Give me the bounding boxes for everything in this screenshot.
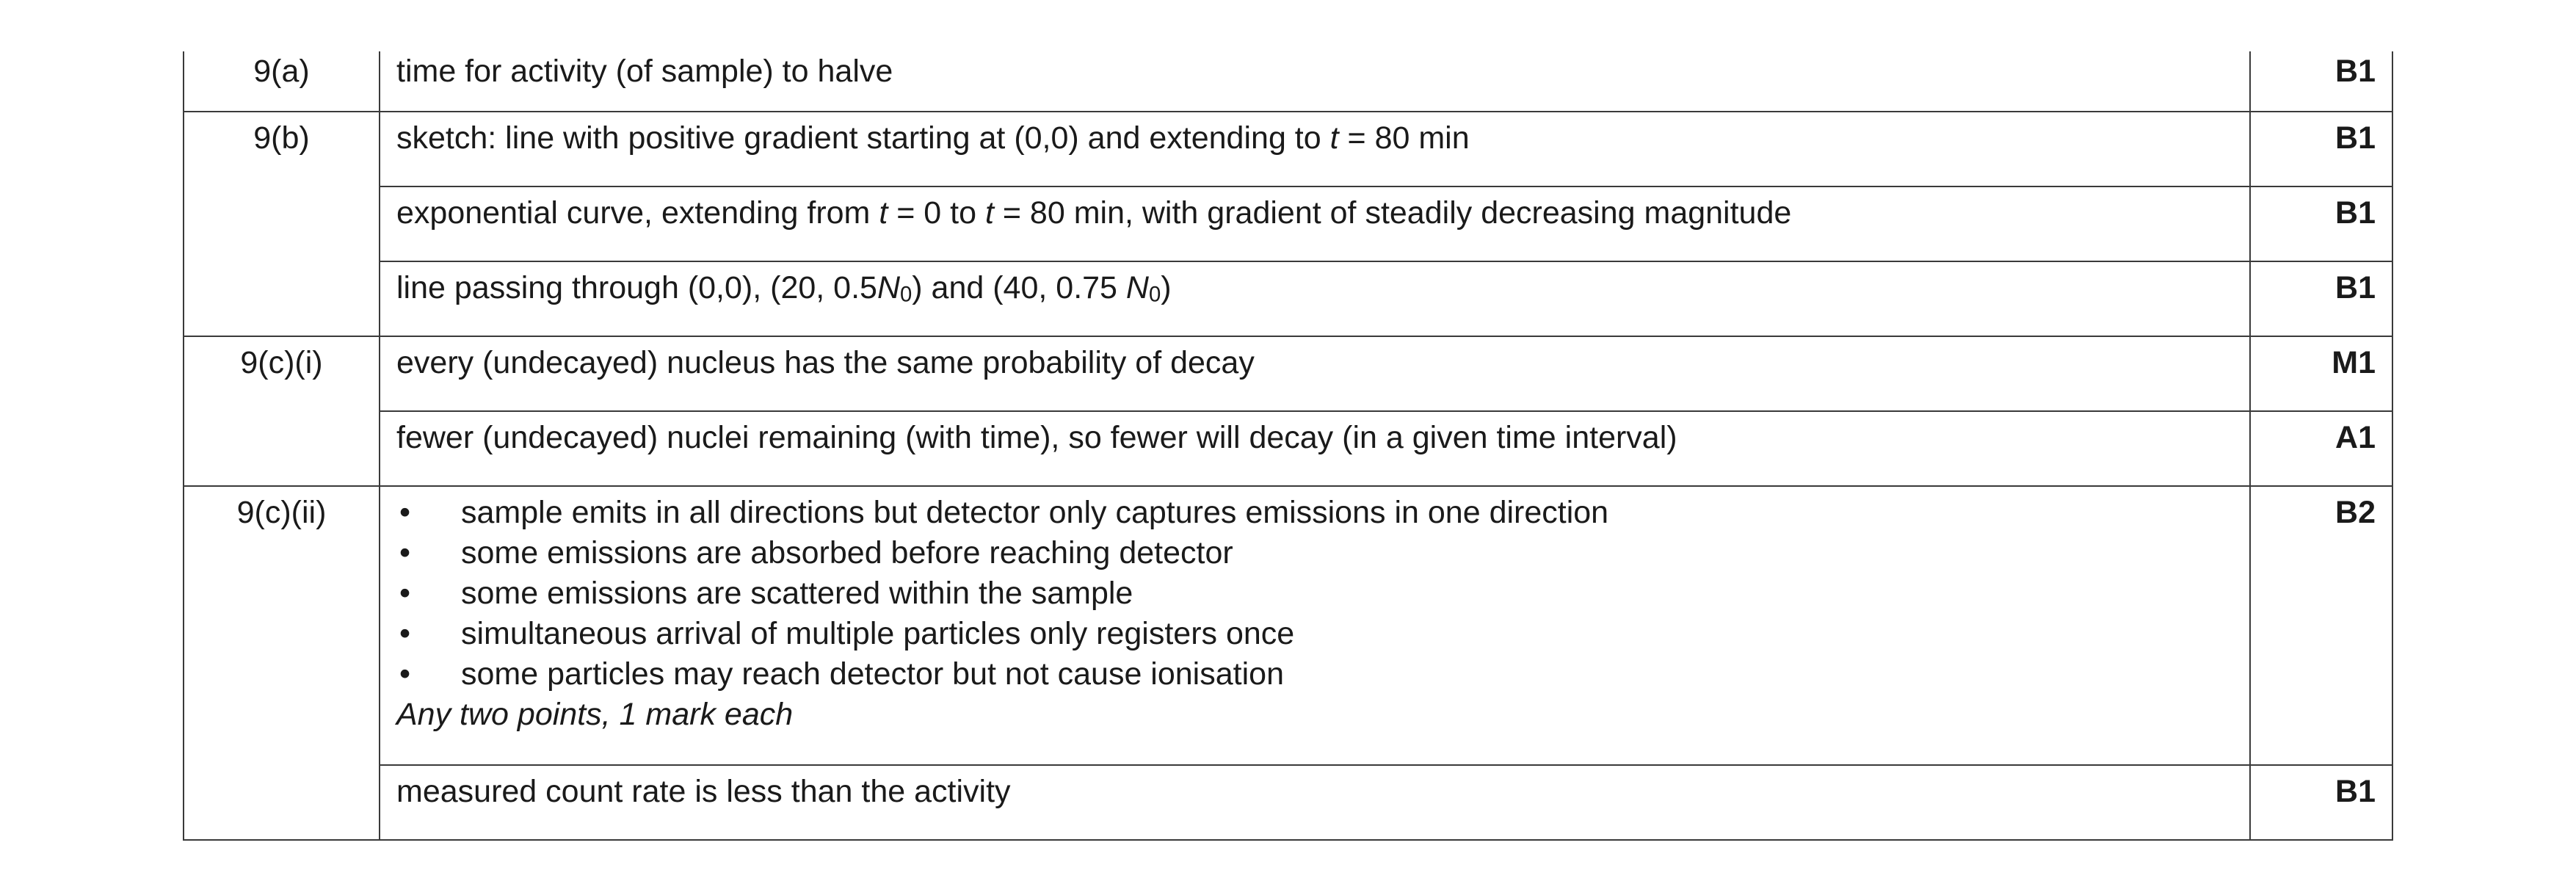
- list-item: • some particles may reach detector but not cause ionisation: [396, 654, 2235, 695]
- answer-text: time for activity (of sample) to halve: [380, 51, 2250, 112]
- mark-code: B1: [2250, 51, 2392, 112]
- bullet-icon: •: [399, 616, 411, 651]
- answer-text: line passing through (0,0), (20, $0.5N_0$) and (40, 0.75 $N_0$): [380, 261, 2250, 336]
- question-number: 9(c)(i): [184, 336, 380, 486]
- question-number: 9(a): [184, 51, 380, 112]
- bullet-icon: •: [399, 535, 411, 570]
- answer-text: sketch: line with positive gradient starting at (0,0) and extending to t = 80 min: [380, 112, 2250, 186]
- table-row: [184, 336, 2392, 411]
- answer-text: fewer (undecayed) nuclei remaining (with time), so fewer will decay (in a given time interval): [380, 411, 2250, 486]
- mark-scheme-table: [183, 51, 2393, 841]
- table-row: [184, 112, 2392, 186]
- bullet-icon: •: [399, 576, 411, 611]
- marking-note: Any two points, 1 mark each: [396, 697, 794, 732]
- question-number: 9(c)(ii): [184, 486, 380, 840]
- mark-code: B1: [2250, 261, 2392, 336]
- table-row: [184, 51, 2392, 112]
- mark-code: B2: [2250, 486, 2392, 765]
- bullet-icon: •: [399, 656, 411, 692]
- question-number: 9(b): [184, 112, 380, 336]
- table-row: [184, 765, 2392, 840]
- table-row: [184, 186, 2392, 261]
- mark-code: B1: [2250, 765, 2392, 840]
- bullet-list: [396, 493, 2235, 695]
- answer-text: every (undecayed) nucleus has the same probability of decay: [380, 336, 2250, 411]
- table-row: [184, 261, 2392, 336]
- mark-code: A1: [2250, 411, 2392, 486]
- mark-code: M1: [2250, 336, 2392, 411]
- mark-code: B1: [2250, 112, 2392, 186]
- answer-text: exponential curve, extending from t = 0 to t = 80 min, with gradient of steadily decreasing magnitude: [380, 186, 2250, 261]
- list-item: • simultaneous arrival of multiple particles only registers once: [396, 614, 2235, 654]
- list-item: • sample emits in all directions but detector only captures emissions in one direction: [396, 493, 2235, 533]
- table-row: [184, 411, 2392, 486]
- mark-code: B1: [2250, 186, 2392, 261]
- list-item: • some emissions are absorbed before reaching detector: [396, 533, 2235, 573]
- answer-text: [380, 486, 2250, 765]
- answer-text: measured count rate is less than the activity: [380, 765, 2250, 840]
- list-item: • some emissions are scattered within the sample: [396, 573, 2235, 614]
- table-row: [184, 486, 2392, 765]
- bullet-icon: •: [399, 495, 411, 530]
